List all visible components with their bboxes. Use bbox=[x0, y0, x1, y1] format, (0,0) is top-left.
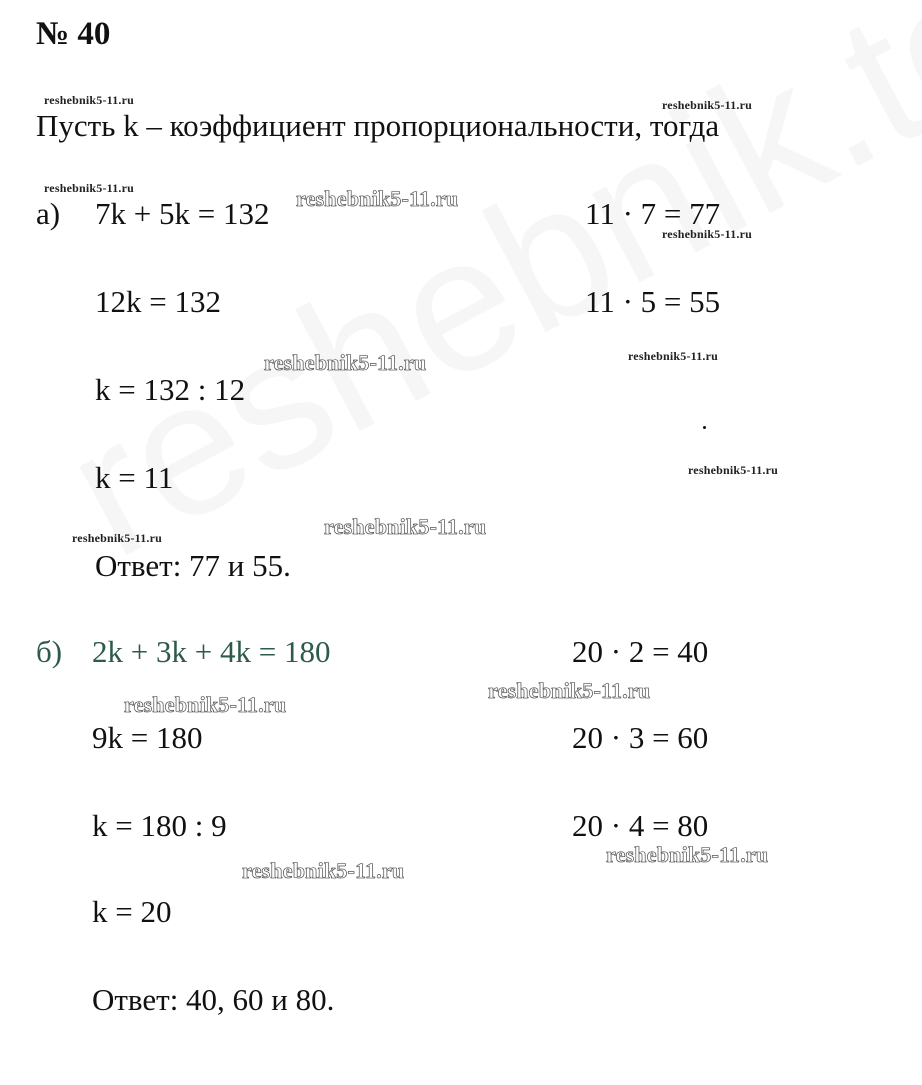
part-a-line-4: k = 11 bbox=[95, 460, 174, 495]
part-b-calc-3: 20 · 4 = 80 bbox=[572, 808, 709, 843]
watermark: reshebnik5-11.ru bbox=[324, 514, 487, 539]
watermark: reshebnik5-11.ru bbox=[124, 692, 287, 717]
part-a-label: а) bbox=[36, 196, 61, 231]
watermark: reshebnik5-11.ru bbox=[44, 181, 134, 195]
part-b-calc-2: 20 · 3 = 60 bbox=[572, 720, 709, 755]
part-b-label: б) bbox=[36, 634, 63, 669]
watermark: reshebnik5-11.ru bbox=[264, 350, 427, 375]
part-a-line-3: k = 132 : 12 bbox=[95, 372, 246, 407]
part-a-answer: Ответ: 77 и 55. bbox=[95, 548, 291, 583]
watermark: reshebnik5-11.ru bbox=[44, 93, 134, 107]
part-a-calc-2: 11 · 5 = 55 bbox=[585, 284, 721, 319]
part-b-calc-1: 20 · 2 = 40 bbox=[572, 634, 709, 669]
watermark: reshebnik5-11.ru bbox=[688, 463, 778, 477]
problem-number: № 40 bbox=[36, 16, 111, 52]
part-b-answer: Ответ: 40, 60 и 80. bbox=[92, 982, 335, 1017]
watermark: reshebnik5-11.ru bbox=[662, 227, 752, 241]
watermark: reshebnik5-11.ru bbox=[242, 858, 405, 883]
watermark: reshebnik5-11.ru bbox=[628, 349, 718, 363]
watermark: reshebnik5-11.ru bbox=[662, 98, 752, 112]
part-a-line-1: 7k + 5k = 132 bbox=[95, 196, 270, 231]
stray-dot bbox=[703, 426, 706, 429]
part-b-line-3: k = 180 : 9 bbox=[92, 808, 227, 843]
part-a-line-2: 12k = 132 bbox=[95, 284, 221, 319]
watermark: reshebnik5-11.ru bbox=[72, 531, 162, 545]
part-a-calc-1: 11 · 7 = 77 bbox=[585, 196, 721, 231]
watermark: reshebnik5-11.ru bbox=[488, 678, 651, 703]
watermark: reshebnik5-11.ru bbox=[606, 842, 769, 867]
part-b-line-2: 9k = 180 bbox=[92, 720, 203, 755]
watermark: reshebnik5-11.ru bbox=[296, 186, 459, 211]
part-b-line-4: k = 20 bbox=[92, 894, 172, 929]
intro-text: Пусть k – коэффициент пропорциональности, тогда bbox=[36, 108, 720, 143]
part-b-line-1: 2k + 3k + 4k = 180 bbox=[92, 634, 331, 669]
